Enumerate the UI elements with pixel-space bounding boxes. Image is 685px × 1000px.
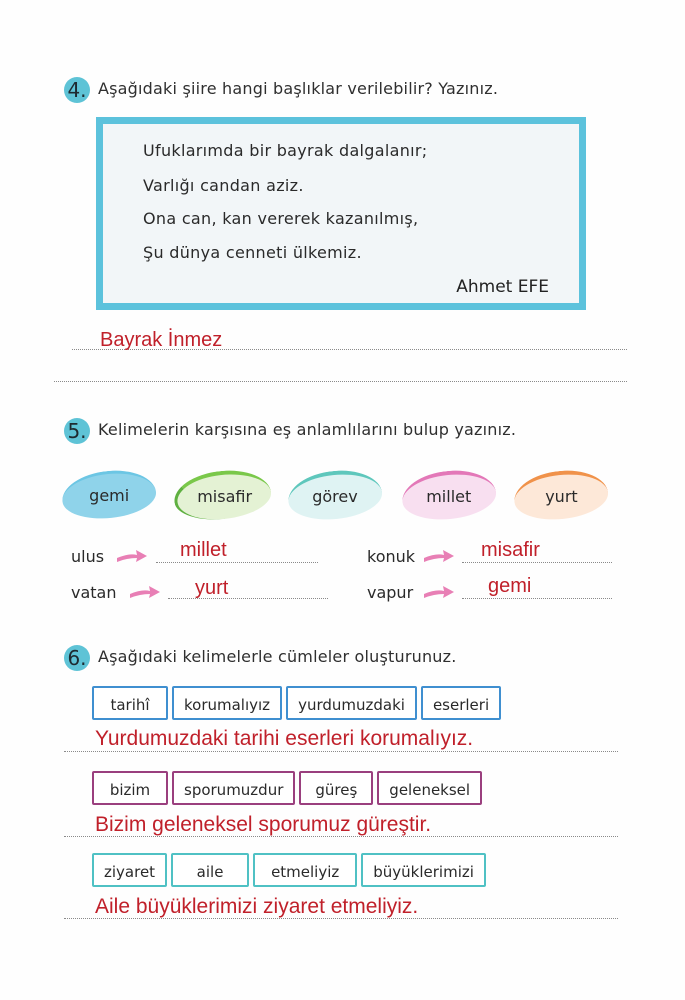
poem-line: Şu dünya cenneti ülkemiz. <box>143 243 362 262</box>
option-bubble-yurt <box>512 466 611 524</box>
answer-line[interactable] <box>462 598 612 599</box>
answer-line[interactable] <box>168 598 328 599</box>
word-tile: geleneksel <box>377 771 482 805</box>
poem-box <box>96 117 586 310</box>
answer-text: Aile büyüklerimizi ziyaret etmeliyiz. <box>95 895 419 918</box>
arrow-right-icon <box>424 585 454 599</box>
word-tile: büyüklerimizi <box>361 853 486 887</box>
answer-text: gemi <box>488 575 532 597</box>
option-bubble-millet <box>400 466 499 524</box>
poem-line: Varlığı candan aziz. <box>143 176 304 195</box>
question-5-number: 5. <box>64 418 90 444</box>
answer-line[interactable] <box>462 562 612 563</box>
word-tiles-group-1 <box>92 686 501 720</box>
arrow-right-icon <box>130 585 160 599</box>
word-tile: sporumuzdur <box>172 771 295 805</box>
word-tiles-group-2 <box>92 771 482 805</box>
answer-text: Bayrak İnmez <box>100 329 223 351</box>
word-tile: bizim <box>92 771 168 805</box>
word-tile: yurdumuzdaki <box>286 686 417 720</box>
option-bubble-gemi <box>60 466 158 523</box>
question-4-prompt: Aşağıdaki şiire hangi başlıklar verilebilir? Yazınız. <box>98 79 499 98</box>
word-tile: etmeliyiz <box>253 853 357 887</box>
word-tile: güreş <box>299 771 373 805</box>
poem-author: Ahmet EFE <box>456 277 549 297</box>
option-bubble-misafir <box>172 466 273 524</box>
option-label: görev <box>312 486 358 506</box>
question-6-prompt: Aşağıdaki kelimelerle cümleler oluşturunuz. <box>98 647 457 666</box>
arrow-right-icon <box>117 549 147 563</box>
word-tile: korumalıyız <box>172 686 282 720</box>
option-bubble-gorev <box>286 466 385 524</box>
poem-line: Ufuklarımda bir bayrak dalgalanır; <box>143 141 428 160</box>
option-label: millet <box>426 486 472 506</box>
arrow-right-icon <box>424 549 454 563</box>
answer-text: Bizim geleneksel sporumuz güreştir. <box>95 813 432 836</box>
pair-word: konuk <box>367 547 416 566</box>
answer-line[interactable] <box>54 381 627 382</box>
option-label: yurt <box>544 486 578 506</box>
option-label: misafir <box>196 486 252 506</box>
poem-line: Ona can, kan vererek kazanılmış, <box>143 209 419 228</box>
pair-word: vatan <box>71 583 117 602</box>
word-tile: ziyaret <box>92 853 167 887</box>
question-5-prompt: Kelimelerin karşısına eş anlamlılarını bulup yazınız. <box>98 420 517 439</box>
answer-line[interactable] <box>156 562 318 563</box>
answer-text: Yurdumuzdaki tarihi eserleri korumalıyız. <box>95 727 474 750</box>
pair-word: ulus <box>71 547 105 566</box>
word-tile: aile <box>171 853 249 887</box>
answer-text: millet <box>180 539 227 561</box>
pair-word: vapur <box>367 583 414 602</box>
word-tile: tarihî <box>92 686 168 720</box>
answer-text: yurt <box>195 577 229 599</box>
word-tiles-group-3 <box>92 853 486 887</box>
option-label: gemi <box>89 485 130 505</box>
question-6-number: 6. <box>64 645 90 671</box>
word-tile: eserleri <box>421 686 501 720</box>
answer-text: misafir <box>481 539 540 561</box>
question-4-number: 4. <box>64 77 90 103</box>
answer-line[interactable] <box>64 751 618 752</box>
